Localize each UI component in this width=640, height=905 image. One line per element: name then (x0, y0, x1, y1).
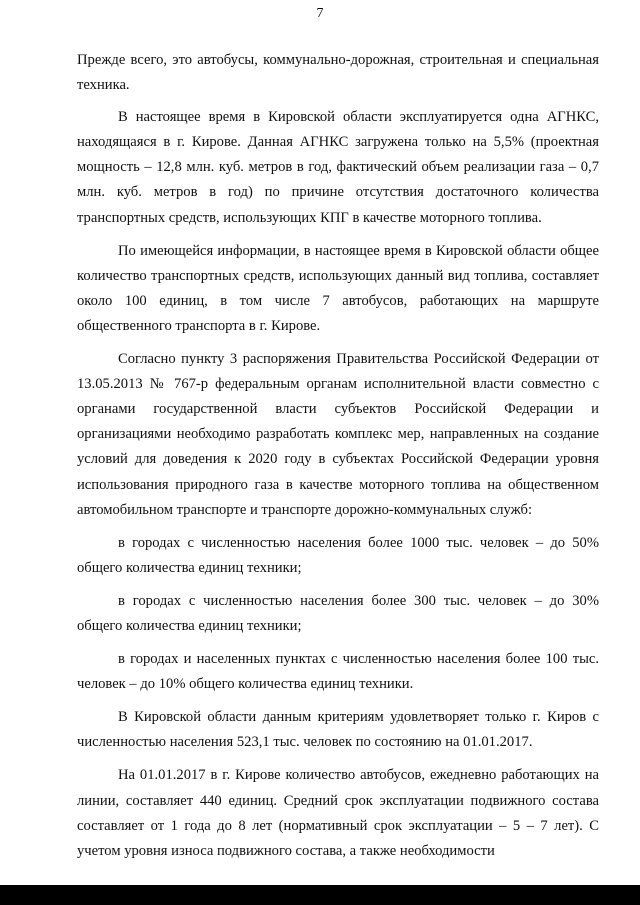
paragraph-kirov-criteria: В Кировской области данным критериям удовлетворяет только г. Киров с численностью населения 523,1 тыс. человек по состоянию на 01.01.2017. (77, 709, 599, 751)
list-item-300k: в городах с численностью населения более 300 тыс. человек – до 30% общего количества единиц техники; (77, 592, 599, 634)
scan-bottom-edge (0, 885, 640, 905)
page-number: 7 (316, 6, 324, 21)
paragraph-1: Прежде всего, это автобусы, коммунально-дорожная, строительная и специальная техника. (77, 52, 599, 94)
paragraph-4: Согласно пункту 3 распоряжения Правительства Российской Федерации от 13.05.2013 № 767-р федеральным органам исполнительной власти совместно с органами государственной власти субъектов Российской Федерации и организациями необходимо разработать комплекс мер, направленных на создание условий для доведения к 2020 году в субъектах Российской Федерации уровня использования природного газа в качестве моторного топлива на общественном автомобильном транспорте и транспорте дорожно-коммунальных служб: (77, 351, 599, 518)
list-item-1000k: в городах с численностью населения более 1000 тыс. человек – до 50% общего количества единиц техники; (77, 534, 599, 576)
paragraph-buses: На 01.01.2017 в г. Кирове количество автобусов, ежедневно работающих на линии, составляет 440 единиц. Средний срок эксплуатации подвижного состава составляет от 1 года до 8 лет (нормативный срок эксплуатации – 5 – 7 лет). С учетом уровня износа подвижного состава, а также необходимости (77, 767, 599, 859)
list-item-100k: в городах и населенных пунктах с численностью населения более 100 тыс. человек – до 10% общего количества единиц техники. (77, 651, 599, 693)
paragraph-3: По имеющейся информации, в настоящее время в Кировской области общее количество транспортных средств, использующих данный вид топлива, составляет около 100 единиц, в том числе 7 автобусов, работающих на маршруте общественного транспорта в г. Кирове. (77, 242, 599, 334)
paragraph-2: В настоящее время в Кировской области эксплуатируется одна АГНКС, находящаяся в г. Кирове. Данная АГНКС загружена только на 5,5% (проектная мощность – 12,8 млн. куб. метров в год, фактический объем реализации газа – 0,7 млн. куб. метров в год) по причине отсутствия достаточного количества транспортных средств, использующих КПГ в качестве моторного топлива. (77, 109, 599, 226)
document-body (77, 48, 599, 864)
